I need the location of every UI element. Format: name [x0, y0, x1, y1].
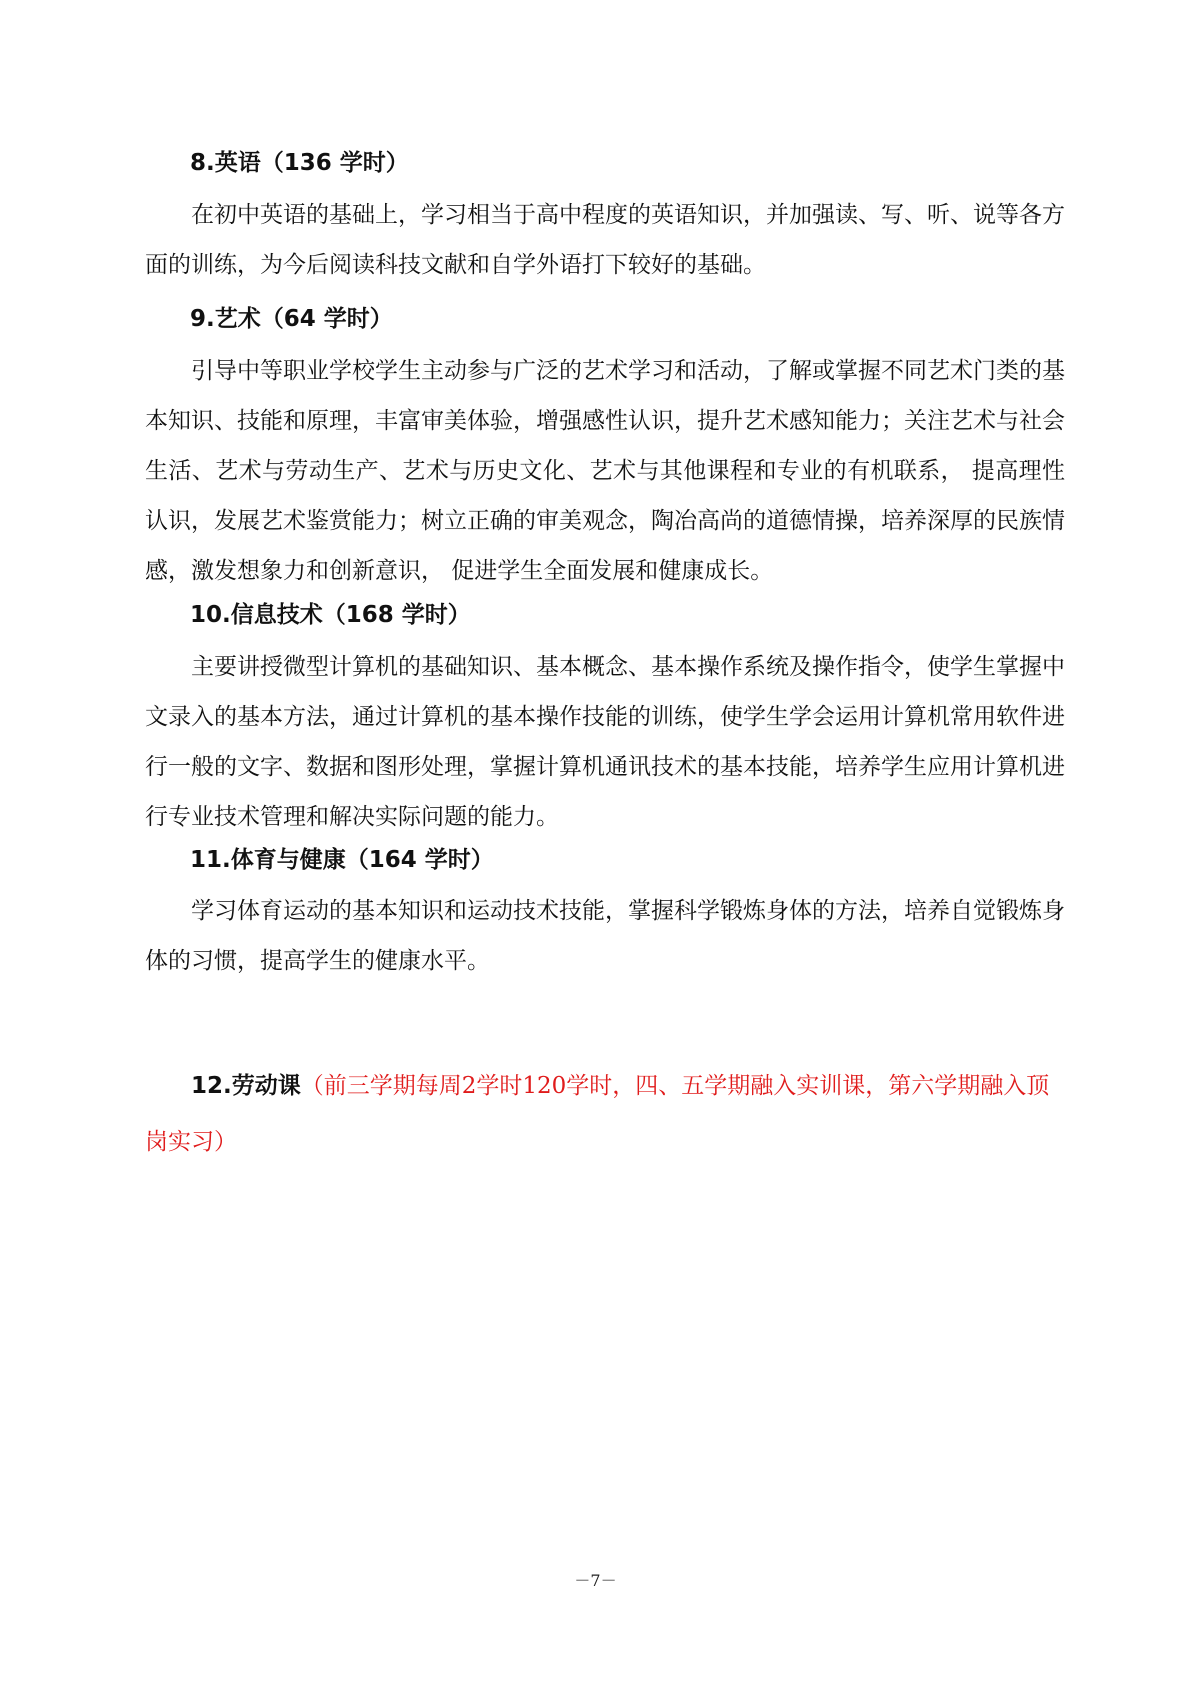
section-note-labor: （前三学期每周2学时120学时，四、五学期融入实训课，第六学期融入顶岗实习）	[145, 1073, 1050, 1155]
section-body-english: 在初中英语的基础上，学习相当于高中程度的英语知识，并加强读、写、听、说等各方面的训练，为今后阅读科技文献和自学外语打下较好的基础。	[145, 202, 1065, 278]
section-heading-labor: 12.劳动课	[191, 1073, 301, 1099]
section-body-it: 主要讲授微型计算机的基础知识、基本概念、基本操作系统及操作指令，使学生掌握中文录入的基本方法，通过计算机的基本操作技能的训练，使学生学会运用计算机常用软件进行一般的文字、数据和图形处理，掌握计算机通讯技术的基本技能，培养学生应用计算机进行专业技术管理和解决实际问题的能力。	[145, 654, 1065, 830]
section-heading-pe: 11.体育与健康（164 学时）	[190, 847, 494, 873]
section-labor	[145, 1058, 1065, 1170]
section-heading-it: 10.信息技术（168 学时）	[190, 602, 471, 628]
page-number: －7－	[574, 1571, 617, 1590]
section-body-art: 引导中等职业学校学生主动参与广泛的艺术学习和活动，了解或掌握不同艺术门类的基本知识、技能和原理，丰富审美体验，增强感性认识，提升艺术感知能力；关注艺术与社会生活、艺术与劳动生产、艺术与历史文化、艺术与其他课程和专业的有机联系， 提高理性认识，发展艺术鉴赏能力；树立正确的审美观念，陶冶高尚的道德情操，培养深厚的民族情感，激发想象力和创新意识， 促进学生全面发展和健康成长。	[145, 358, 1065, 584]
section-body-pe: 学习体育运动的基本知识和运动技术技能，掌握科学锻炼身体的方法，培养自觉锻炼身体的习惯，提高学生的健康水平。	[145, 898, 1065, 974]
section-heading-english: 8.英语（136 学时）	[190, 150, 409, 176]
section-heading-art: 9.艺术（64 学时）	[190, 306, 393, 332]
